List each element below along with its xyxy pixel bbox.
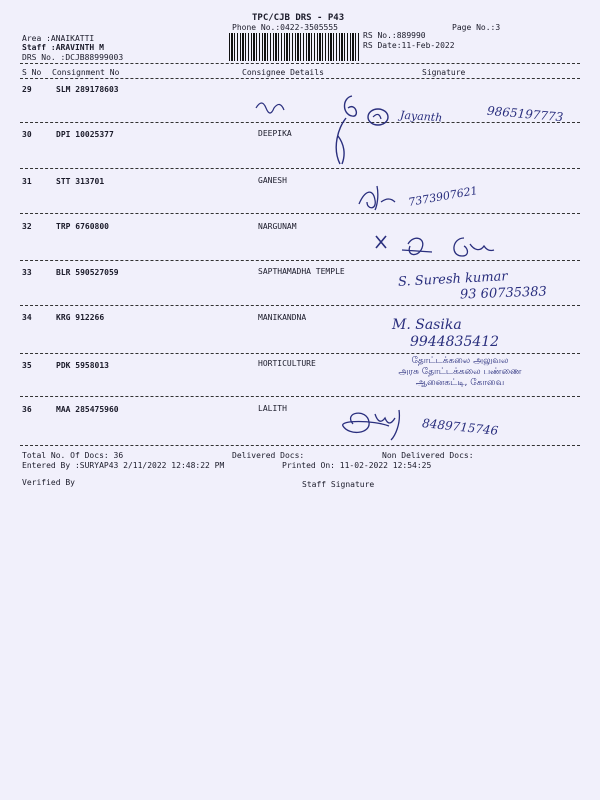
entered-by: Entered By :SURYAP43 2/11/2022 12:48:22 PM	[22, 461, 225, 470]
row-sno: 30	[22, 130, 32, 139]
stamp-line: அரசு தோட்டக்கலை பண்ணை	[398, 367, 522, 377]
row-consignment: KRG 912266	[56, 313, 105, 322]
signature-phone: 9865197773	[486, 103, 564, 125]
row-consignee: SAPTHAMADHA TEMPLE	[258, 267, 345, 276]
row-sno: 36	[22, 405, 32, 414]
row-sno: 33	[22, 268, 32, 277]
signature-name: Jayanth	[399, 108, 443, 125]
non-delivered-docs: Non Delivered Docs:	[382, 451, 474, 460]
signature-phone: 93 60735383	[459, 284, 548, 303]
row-consignee: MANIKANDNA	[258, 313, 307, 322]
row-sno: 35	[22, 361, 32, 370]
divider	[20, 63, 580, 64]
page-number: Page No.:3	[452, 23, 501, 32]
document-title: TPC/CJB DRS - P43	[252, 13, 345, 23]
delivered-docs: Delivered Docs:	[232, 451, 305, 460]
row-sno: 31	[22, 177, 32, 186]
rs-date: RS Date:11-Feb-2022	[363, 41, 455, 50]
row-consignee: GANESH	[258, 176, 287, 185]
total-docs: Total No. Of Docs: 36	[22, 451, 124, 460]
barcode	[229, 33, 360, 61]
rs-number: RS No.:889990	[363, 31, 426, 40]
verified-by: Verified By	[22, 478, 75, 487]
stamp-line: ஆனைகட்டி, கோவை	[415, 378, 505, 388]
row-consignment: BLR 590527059	[56, 268, 119, 277]
row-sno: 32	[22, 222, 32, 231]
signature-phone: 8489715746	[421, 416, 499, 438]
staff-signature: Staff Signature	[302, 480, 375, 489]
row-sno: 34	[22, 313, 32, 322]
office-stamp	[380, 356, 540, 389]
stamp-line: தோட்டக்கலை அலுவல	[411, 356, 509, 366]
divider	[20, 78, 580, 79]
col-sno: S No	[22, 68, 42, 77]
row-sno: 29	[22, 85, 32, 94]
row-consignment: DPI 10025377	[56, 130, 114, 139]
row-consignment: STT 313701	[56, 177, 105, 186]
row-consignment: SLM 289178603	[56, 85, 119, 94]
row-consignee: HORTICULTURE	[258, 359, 316, 368]
row-consignee: LALITH	[258, 404, 287, 413]
signature-name: S. Suresh kumar	[397, 269, 508, 290]
col-consignee: Consignee Details	[242, 68, 324, 77]
signature-scribble	[372, 230, 502, 266]
signature-phone: 9944835412	[410, 334, 500, 350]
area-label: Area :ANAIKATTI	[22, 34, 95, 43]
row-divider	[20, 396, 580, 397]
signature-scribble	[250, 88, 410, 180]
phone-number: Phone No.:0422-3505555	[232, 23, 338, 32]
row-consignee: DEEPIKA	[258, 129, 292, 138]
signature-name: M. Sasika	[392, 317, 462, 333]
row-consignment: TRP 6760800	[56, 222, 109, 231]
signature-scribble	[355, 178, 415, 214]
printed-on: Printed On: 11-02-2022 12:54:25	[282, 461, 432, 470]
drs-number: DRS No. :DCJB88999003	[22, 53, 124, 62]
row-divider	[20, 445, 580, 446]
signature-scribble	[335, 404, 425, 444]
row-divider	[20, 213, 580, 214]
signature-phone: 7373907621	[407, 184, 479, 209]
staff-label: Staff :ARAVINTH M	[22, 43, 104, 52]
row-consignee: NARGUNAM	[258, 222, 297, 231]
col-consignment: Consignment No	[52, 68, 120, 77]
row-consignment: MAA 285475960	[56, 405, 119, 414]
row-divider	[20, 305, 580, 306]
row-consignment: PDK 5958013	[56, 361, 109, 370]
row-divider	[20, 353, 580, 354]
col-signature: Signature	[422, 68, 466, 77]
